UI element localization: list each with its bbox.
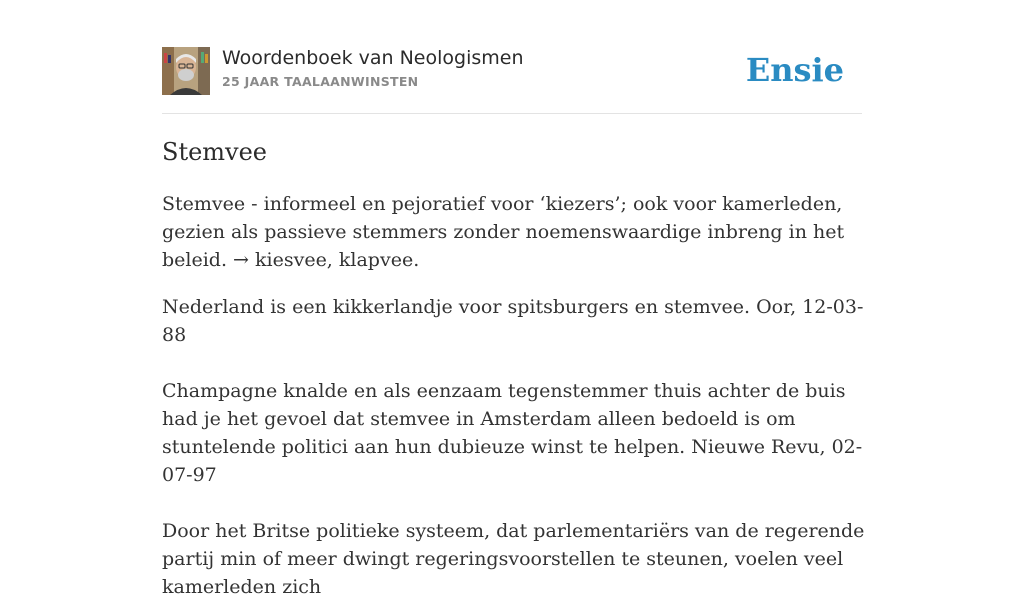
quote-paragraph: Door het Britse politieke systeem, dat parlementariërs van de regerende partij min of meer dwingt regeringsvoorstellen te steunen, voelen veel kamerleden zich	[162, 520, 865, 598]
paragraph-gap	[162, 489, 867, 517]
header-divider	[162, 113, 862, 114]
author-portrait-icon	[162, 47, 210, 95]
post-title: Stemvee	[162, 138, 268, 166]
quote-paragraph: Champagne knalde en als eenzaam tegenstemmer thuis achter de buis had je het gevoel dat stemvee in Amsterdam alleen bedoeld is om stuntelende politici aan hun dubieuze winst te helpen. Nieuwe Revu, 02-07-97	[162, 380, 863, 486]
publication-header	[162, 46, 862, 114]
paragraph-gap	[162, 349, 867, 377]
author-avatar[interactable]	[162, 47, 210, 95]
quote-paragraph: Nederland is een kikkerlandje voor spitsburgers en stemvee. Oor, 12-03-88	[162, 296, 864, 346]
ensie-logo[interactable]: Ensie	[745, 51, 844, 89]
post-content	[162, 190, 867, 601]
definition-paragraph: Stemvee - informeel en pejoratief voor ‘kiezers’; ook voor kamerleden, gezien als passieve stemmers zonder noemenswaardige inbreng in het beleid. → kiesvee, klapvee.	[162, 193, 845, 271]
publication-subtitle: 25 JAAR TAALAANWINSTEN	[222, 74, 419, 89]
publication-name[interactable]: Woordenboek van Neologismen	[222, 47, 524, 69]
